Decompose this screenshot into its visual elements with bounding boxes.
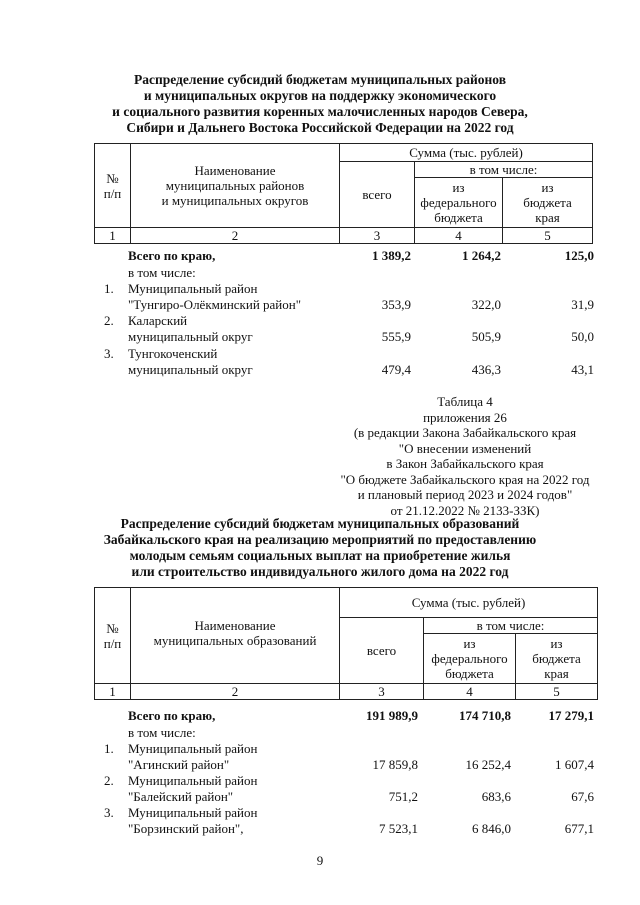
federal-value: 436,3 (471, 362, 501, 377)
table-row (0, 313, 640, 329)
row-number: 2. (104, 773, 114, 788)
header-total: всего (340, 162, 415, 228)
federal-value: 505,9 (471, 329, 501, 344)
note-line: в Закон Забайкальского края (386, 456, 544, 471)
table-row (0, 297, 640, 313)
row-name: Муниципальный район (128, 805, 258, 820)
section1-total-row (0, 248, 640, 264)
table-row (0, 757, 640, 773)
header-incl: в том числе: (415, 162, 593, 178)
federal-value: 174 710,8 (459, 708, 511, 723)
federal-value: 6 846,0 (472, 821, 511, 836)
row-number: 2. (104, 313, 114, 328)
section1-title-line: и муниципальных округов на поддержку экономического (143, 88, 497, 103)
table-row (0, 281, 640, 297)
row-name: Каларский (128, 313, 188, 328)
note-line: и плановый период 2023 и 2024 годов" (357, 487, 573, 502)
table-row (0, 346, 640, 362)
total-label: Всего по краю, (128, 248, 216, 263)
table-row (0, 789, 640, 805)
note-line: Таблица 4 (437, 394, 493, 409)
table-row (0, 773, 640, 789)
header-name: Наименование муниципальных образований (131, 588, 340, 684)
row-number: 1. (104, 741, 114, 756)
header-idx: 1 (95, 684, 131, 700)
section1-title-line: и социального развития коренных малочисленных народов Севера, (112, 104, 528, 119)
note-line: от 21.12.2022 № 2133-ЗЗК) (390, 502, 540, 518)
row-name: "Балейский район" (128, 789, 234, 804)
table-row (0, 805, 640, 821)
section1-incl-row (0, 265, 640, 281)
header-idx: 3 (340, 228, 415, 244)
header-federal: из федерального бюджета (415, 178, 503, 228)
row-name: муниципальный округ (128, 329, 253, 344)
regional-value: 1 607,4 (555, 757, 594, 772)
header-num: № п/п (95, 588, 131, 684)
regional-value: 43,1 (571, 362, 594, 377)
total-value: 191 989,9 (366, 708, 418, 723)
header-federal: из федерального бюджета (424, 634, 516, 684)
table-row (0, 362, 640, 378)
header-idx: 5 (516, 684, 598, 700)
table-row (0, 329, 640, 345)
regional-value: 17 279,1 (548, 708, 594, 723)
row-name: Муниципальный район (128, 281, 258, 296)
regional-value: 31,9 (571, 297, 594, 312)
header-incl: в том числе: (424, 618, 598, 634)
regional-value: 125,0 (564, 248, 594, 263)
regional-value: 50,0 (571, 329, 594, 344)
total-value: 555,9 (381, 329, 411, 344)
total-value: 1 389,2 (372, 248, 411, 263)
total-value: 353,9 (381, 297, 411, 312)
header-regional: из бюджета края (503, 178, 593, 228)
header-sum: Сумма (тыс. рублей) (340, 588, 598, 618)
federal-value: 1 264,2 (462, 248, 501, 263)
row-number: 1. (104, 281, 114, 296)
row-name: Муниципальный район (128, 741, 258, 756)
table-row (0, 741, 640, 757)
section2-title-line: Распределение субсидий бюджетам муниципальных образований (120, 516, 520, 531)
total-value: 751,2 (388, 789, 418, 804)
section2-title (0, 516, 640, 580)
federal-value: 16 252,4 (465, 757, 511, 772)
row-name: "Борзинский район", (128, 821, 244, 836)
header-num: № п/п (95, 144, 131, 228)
regional-value: 67,6 (571, 789, 594, 804)
header-idx: 3 (340, 684, 424, 700)
section2-table-header (94, 587, 598, 700)
note-line: приложения 26 (423, 409, 507, 425)
header-total: всего (340, 618, 424, 684)
section2-title-line: Забайкальского края на реализацию мероприятий по предоставлению (103, 532, 537, 547)
header-idx: 2 (131, 684, 340, 700)
appendix-note (330, 394, 600, 518)
header-regional: из бюджета края (516, 634, 598, 684)
header-idx: 4 (415, 228, 503, 244)
note-line: (в редакции Закона Забайкальского края (353, 425, 577, 440)
section1-table-header (94, 143, 593, 244)
row-number: 3. (104, 805, 114, 820)
total-value: 7 523,1 (379, 821, 418, 836)
section2-title-line: молодым семьям социальных выплат на приобретение жилья (129, 548, 511, 563)
header-idx: 4 (424, 684, 516, 700)
total-value: 479,4 (381, 362, 411, 377)
section2-total-row (0, 708, 640, 724)
section1-title-line: Сибири и Дальнего Востока Российской Федерации на 2022 год (126, 120, 514, 135)
section2-title-line: или строительство индивидуального жилого дома на 2022 год (131, 564, 509, 579)
header-name: Наименование муниципальных районов и муниципальных округов (131, 144, 340, 228)
page-number: 9 (316, 853, 324, 868)
section2-incl-row (0, 725, 640, 741)
row-name: Муниципальный район (128, 773, 258, 788)
row-name: муниципальный округ (128, 362, 253, 377)
federal-value: 322,0 (471, 297, 501, 312)
row-name: "Тунгиро-Олёкминский район" (128, 297, 302, 312)
federal-value: 683,6 (481, 789, 511, 804)
incl-label: в том числе: (128, 725, 196, 740)
row-number: 3. (104, 346, 114, 361)
incl-label: в том числе: (128, 265, 196, 280)
total-value: 17 859,8 (372, 757, 418, 772)
row-name: Тунгокоченский (128, 346, 218, 361)
regional-value: 677,1 (564, 821, 594, 836)
row-name: "Агинский район" (128, 757, 230, 772)
table-row (0, 821, 640, 837)
header-sum: Сумма (тыс. рублей) (340, 144, 593, 162)
total-label: Всего по краю, (128, 708, 216, 723)
section1-title (0, 72, 640, 136)
note-line: "О бюджете Забайкальского края на 2022 год (340, 471, 590, 487)
header-idx: 5 (503, 228, 593, 244)
header-idx: 2 (131, 228, 340, 244)
section1-title-line: Распределение субсидий бюджетам муниципальных районов (133, 72, 507, 87)
note-line: "О внесении изменений (398, 440, 532, 456)
header-idx: 1 (95, 228, 131, 244)
